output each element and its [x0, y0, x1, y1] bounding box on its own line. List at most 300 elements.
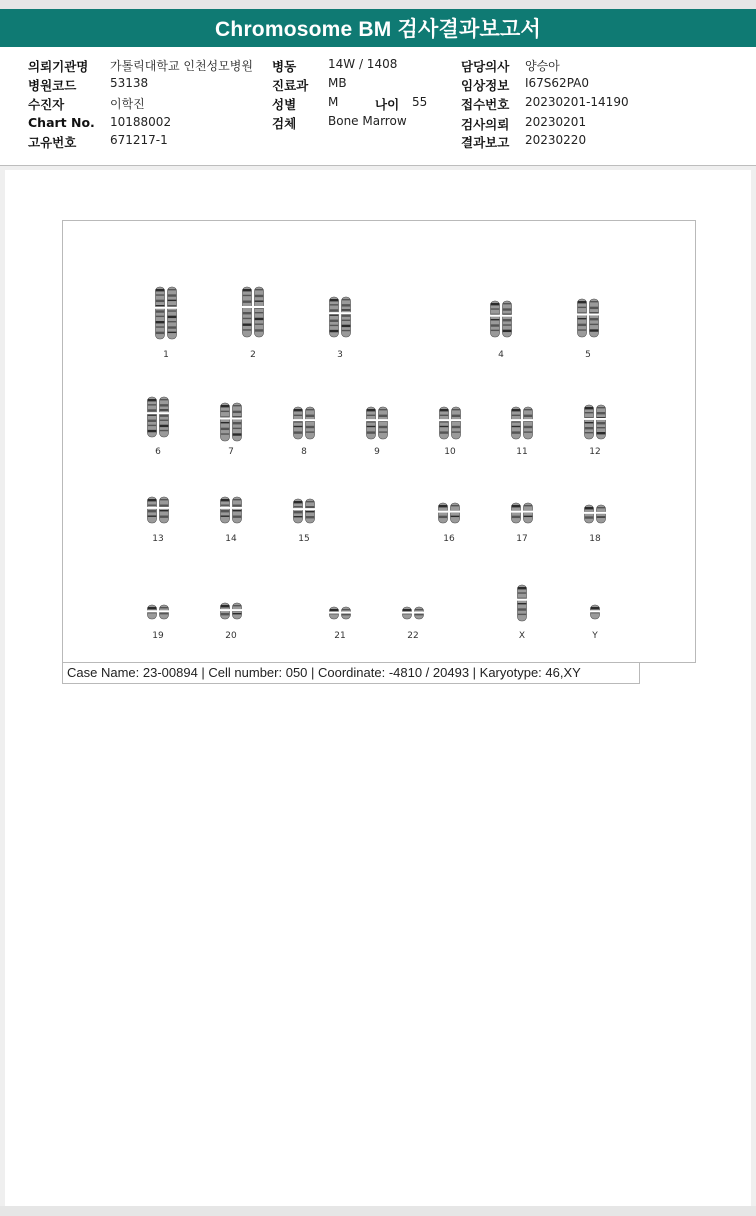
- chromosome-band: [233, 422, 242, 424]
- chromosome-band: [243, 318, 252, 319]
- chromosome-band: [330, 309, 339, 311]
- chromosome-band: [367, 426, 376, 427]
- chromosome-band: [294, 506, 303, 507]
- chromosome-band: [221, 499, 230, 501]
- chromosome-band: [233, 605, 242, 606]
- chromosome-pair-3: [329, 297, 351, 360]
- top-strip: [0, 0, 756, 9]
- chromosome-band: [148, 399, 157, 401]
- chromosome-band: [255, 318, 264, 320]
- chromosome-band: [160, 409, 169, 410]
- chromosome-pair-9: [366, 407, 388, 457]
- chromosome-band: [503, 303, 512, 304]
- centromere: [305, 419, 315, 421]
- centromere: [220, 609, 230, 611]
- chromosome-band: [415, 609, 424, 610]
- chromosome-band: [243, 295, 252, 296]
- chromosome-band: [342, 330, 351, 331]
- chromosome-label: 9: [374, 447, 380, 457]
- chromosome-pair-20: [220, 603, 242, 641]
- chromosome-band: [518, 603, 527, 604]
- chromosome-band: [243, 329, 252, 330]
- chromosome-band: [342, 304, 351, 306]
- chromosome-band: [160, 505, 169, 507]
- chromosome-pair-14: [220, 497, 242, 544]
- chromosome-label: 7: [228, 447, 234, 457]
- chromosome-band: [578, 318, 587, 319]
- chromosome-band: [452, 415, 461, 417]
- chromosome-band: [148, 404, 157, 405]
- chromosome-band: [294, 516, 303, 517]
- centromere: [511, 419, 521, 421]
- chromosome-band: [306, 506, 315, 508]
- chromosome-band: [294, 501, 303, 503]
- chromosome-band: [243, 301, 252, 303]
- info-value: 14W / 1408: [328, 57, 398, 71]
- chromosome-band: [330, 320, 339, 322]
- chromosome-band: [518, 587, 527, 589]
- centromere: [147, 412, 157, 414]
- chromosome-band: [221, 422, 230, 423]
- chromosome-band: [221, 613, 230, 615]
- chromosome-band: [233, 505, 242, 507]
- chromosome-band: [578, 329, 587, 330]
- chromosome-label: 19: [152, 631, 164, 641]
- info-value: 53138: [110, 76, 149, 90]
- chromosome-band: [160, 499, 169, 500]
- chromosome-pair-5: [577, 299, 599, 360]
- chromosome-pair-11: [511, 407, 533, 457]
- chromosome-band: [379, 415, 388, 417]
- chromosome-label: 4: [498, 350, 504, 360]
- chromosome-band: [160, 516, 169, 518]
- chromosome-band: [342, 314, 351, 316]
- chromosome-band: [221, 510, 230, 512]
- chromosome-band: [578, 324, 587, 326]
- chromosome-band: [597, 432, 606, 434]
- centromere: [584, 418, 594, 420]
- chromosome-band: [221, 411, 230, 412]
- chromosome-band: [255, 301, 264, 302]
- karyotype-caption: Case Name: 23-00894 | Cell number: 050 | Coordinate: -4810 / 20493 | Karyotype: 46,XY: [62, 662, 640, 684]
- chromosome-label: Y: [592, 631, 598, 641]
- info-label: 임상정보: [461, 78, 510, 93]
- chromosome-band: [491, 324, 500, 326]
- centromere: [439, 419, 449, 421]
- chromosome-band: [160, 425, 169, 427]
- bottom-strip: [0, 1206, 756, 1216]
- info-label: 결과보고: [461, 135, 510, 150]
- chromosome-band: [379, 409, 388, 410]
- chromosome-band: [491, 330, 500, 331]
- chromosome-band: [518, 608, 527, 610]
- age-value: 55: [412, 95, 428, 109]
- chromosome-band: [160, 612, 169, 614]
- centromere: [596, 512, 606, 514]
- centromere: [523, 511, 533, 513]
- chromosome-band: [440, 426, 449, 427]
- info-label: 수진자: [28, 97, 65, 112]
- chromosome-band: [585, 507, 594, 509]
- chromosome-band: [255, 295, 264, 297]
- centromere: [329, 312, 339, 314]
- chromosome-band: [503, 308, 512, 310]
- chromosome-pair-16: [438, 503, 460, 544]
- chromosome-label: 5: [585, 350, 591, 360]
- centromere: [589, 313, 599, 315]
- chromosome-band: [294, 415, 303, 416]
- chromosome-band: [156, 294, 165, 295]
- chromosome-label: 1: [163, 350, 169, 360]
- chromosome-pair-Y: [590, 605, 600, 641]
- chromosome-band: [585, 516, 594, 518]
- chromosome: [379, 407, 388, 439]
- chromosome-band: [306, 409, 315, 410]
- chromosome-band: [306, 501, 315, 502]
- chromosome-band: [160, 399, 169, 400]
- chromosome-band: [578, 307, 587, 308]
- chromosome-band: [491, 319, 500, 320]
- chromosome-band: [233, 499, 242, 500]
- chromosome-band: [294, 431, 303, 433]
- chromosome-band: [148, 425, 157, 426]
- chromosome-band: [233, 405, 242, 406]
- chromosome-band: [524, 415, 533, 417]
- chromosome-band: [221, 433, 230, 434]
- chromosome-band: [503, 330, 512, 332]
- info-label: 진료과: [272, 78, 309, 93]
- chromosome-band: [342, 309, 351, 310]
- chromosome-pair-1: [155, 287, 177, 360]
- chromosome-band: [148, 430, 157, 432]
- centromere: [451, 419, 461, 421]
- info-value: 20230201-14190: [525, 95, 629, 109]
- chromosome-band: [306, 516, 315, 518]
- info-label: 담당의사: [461, 59, 510, 74]
- chromosome-label: 2: [250, 350, 256, 360]
- centromere: [511, 511, 521, 513]
- chromosome-label: 16: [443, 534, 455, 544]
- chromosome-label: 14: [225, 534, 237, 544]
- centromere: [584, 512, 594, 514]
- chromosome-band: [243, 312, 252, 314]
- info-value: 671217-1: [110, 133, 168, 147]
- chromosome-band: [342, 325, 351, 327]
- chromosome-band: [524, 409, 533, 410]
- chromosome-band: [330, 314, 339, 315]
- centromere: [378, 419, 388, 421]
- chromosome-band: [330, 325, 339, 326]
- chromosome-band: [367, 415, 376, 416]
- chromosome-band: [156, 332, 165, 334]
- chromosome-band: [330, 609, 339, 611]
- centromere: [490, 315, 500, 317]
- chromosome-band: [168, 310, 177, 311]
- chromosome-band: [160, 430, 169, 431]
- chromosome-band: [168, 326, 177, 328]
- centromere: [232, 417, 242, 419]
- chromosome-band: [440, 431, 449, 433]
- chromosome-label: 8: [301, 447, 307, 457]
- chromosome-band: [342, 609, 351, 610]
- chromosome-band: [403, 609, 412, 611]
- info-label: 병동: [272, 59, 297, 74]
- chromosome-band: [524, 516, 533, 517]
- chromosome-band: [168, 294, 177, 296]
- info-value: 양승아: [525, 59, 560, 73]
- chromosome-band: [306, 431, 315, 432]
- info-value: Bone Marrow: [328, 114, 407, 128]
- chromosome-band: [233, 411, 242, 413]
- centromere: [159, 610, 169, 612]
- chromosome-band: [597, 412, 606, 414]
- centromere: [220, 417, 230, 419]
- chromosome-band: [160, 404, 169, 406]
- chromosome-band: [156, 310, 165, 312]
- chromosome-band: [156, 305, 165, 306]
- info-label: Chart No.: [28, 115, 95, 130]
- chromosome-band: [452, 409, 461, 410]
- chromosome-band: [512, 431, 521, 433]
- chromosome-band: [342, 320, 351, 321]
- centromere: [232, 609, 242, 611]
- chromosome-band: [148, 516, 157, 517]
- chromosome-band: [585, 432, 594, 433]
- chromosome-band: [255, 324, 264, 325]
- chromosome-label: 22: [407, 631, 419, 641]
- info-value: M: [328, 95, 339, 109]
- chromosome-label: 21: [334, 631, 346, 641]
- chromosome-band: [148, 607, 157, 609]
- chromosome-band: [518, 614, 527, 615]
- chromosome-band: [591, 607, 600, 609]
- chromosome-band: [160, 510, 169, 511]
- centromere: [596, 418, 606, 420]
- chromosome-label: 20: [225, 631, 237, 641]
- centromere: [577, 313, 587, 315]
- chromosome-band: [221, 516, 230, 517]
- chromosome-band: [379, 426, 388, 428]
- chromosome-band: [221, 405, 230, 407]
- chromosome-band: [491, 303, 500, 305]
- chromosome-pair-17: [511, 503, 533, 544]
- centromere: [147, 507, 157, 509]
- patient-info-block: [0, 47, 756, 166]
- chromosome-band: [512, 415, 521, 416]
- chromosome-band: [440, 409, 449, 411]
- centromere: [155, 307, 165, 309]
- chromosome-band: [233, 433, 242, 435]
- chromosome-band: [439, 505, 448, 507]
- centromere: [159, 507, 169, 509]
- chromosome-band: [503, 324, 512, 325]
- chromosome-band: [148, 510, 157, 512]
- chromosome-band: [451, 505, 460, 506]
- chromosome-pair-15: [293, 499, 315, 544]
- chromosome-band: [233, 510, 242, 511]
- chromosome-pair-13: [147, 497, 169, 544]
- info-value: 20230220: [525, 133, 587, 147]
- chromosome-band: [233, 516, 242, 518]
- chromosome-label: 13: [152, 534, 164, 544]
- chromosome-band: [243, 324, 252, 326]
- chromosome-band: [156, 300, 165, 302]
- chromosome: [512, 407, 521, 439]
- chromosome-band: [294, 426, 303, 427]
- centromere: [450, 511, 460, 513]
- chromosome-band: [221, 505, 230, 506]
- chromosome-band: [440, 415, 449, 416]
- chromosome-pair-12: [584, 405, 606, 457]
- chromosome-band: [294, 409, 303, 411]
- chromosome-label: 15: [298, 534, 310, 544]
- centromere: [220, 507, 230, 509]
- chromosome-band: [148, 409, 157, 411]
- chromosome-band: [512, 516, 521, 518]
- chromosome-label: 11: [516, 447, 528, 457]
- chromosome-band: [168, 321, 177, 322]
- chromosome-band: [585, 412, 594, 413]
- info-value: MB: [328, 76, 347, 90]
- chromosome-band: [512, 505, 521, 507]
- age-label: 나이: [375, 97, 400, 112]
- chromosome-pair-6: [147, 397, 169, 457]
- chromosome-band: [233, 428, 242, 429]
- chromosome-band: [524, 426, 533, 428]
- chromosome-band: [243, 289, 252, 291]
- chromosome-band: [590, 318, 599, 320]
- info-label: 성별: [272, 97, 297, 112]
- chromosome-band: [330, 330, 339, 332]
- chromosome-band: [342, 299, 351, 300]
- chromosome-band: [590, 301, 599, 302]
- chromosome-band: [160, 414, 169, 416]
- chromosome-band: [452, 431, 461, 432]
- chromosome-band: [585, 422, 594, 423]
- chromosome-pair-7: [220, 403, 242, 457]
- chromosome-label: 10: [444, 447, 456, 457]
- chromosome-band: [590, 324, 599, 325]
- centromere: [293, 419, 303, 421]
- centromere: [502, 315, 512, 317]
- info-label: 고유번호: [28, 135, 77, 150]
- chromosome: [440, 407, 449, 439]
- chromosome-band: [168, 332, 177, 333]
- chromosome-pair-22: [402, 607, 424, 641]
- info-label: 검사의뢰: [461, 117, 510, 132]
- chromosome-band: [156, 326, 165, 327]
- chromosome-pair-X: [517, 585, 527, 641]
- info-label: 검체: [272, 116, 297, 131]
- chromosome-label: 12: [589, 447, 601, 457]
- chromosome-band: [597, 422, 606, 424]
- centromere: [590, 610, 600, 612]
- centromere: [402, 612, 412, 614]
- chromosome-band: [585, 407, 594, 409]
- chromosome-band: [585, 427, 594, 429]
- chromosome-band: [452, 426, 461, 428]
- info-value: 이학진: [110, 97, 145, 111]
- centromere: [242, 306, 252, 308]
- centromere: [329, 612, 339, 614]
- chromosome-band: [512, 426, 521, 427]
- chromosome-band: [148, 414, 157, 415]
- centromere: [414, 612, 424, 614]
- chromosome-band: [367, 431, 376, 433]
- chromosome-band: [168, 289, 177, 290]
- info-value: I67S62PA0: [525, 76, 590, 90]
- centromere: [341, 612, 351, 614]
- chromosome-band: [491, 308, 500, 309]
- centromere: [293, 508, 303, 510]
- chromosome-band: [148, 499, 157, 501]
- chromosome-band: [597, 516, 606, 517]
- chromosome-band: [255, 329, 264, 331]
- chromosome: [294, 407, 303, 439]
- chromosome-pair-18: [584, 505, 606, 544]
- chromosome-band: [524, 431, 533, 432]
- chromosome-band: [306, 511, 315, 512]
- chromosome-band: [168, 300, 177, 301]
- info-value: 20230201: [525, 115, 587, 129]
- chromosome-band: [503, 319, 512, 321]
- chromosome-band: [160, 607, 169, 608]
- chromosome-pair-2: [242, 287, 264, 360]
- chromosome-band: [451, 516, 460, 517]
- chromosome-band: [597, 407, 606, 408]
- chromosome-band: [330, 299, 339, 301]
- chromosome-pair-8: [293, 407, 315, 457]
- chromosome-band: [379, 431, 388, 432]
- chromosome-band: [221, 605, 230, 607]
- karyogram-svg: [63, 221, 695, 662]
- chromosome-band: [255, 312, 264, 313]
- karyogram-image: [62, 220, 696, 663]
- centromere: [159, 412, 169, 414]
- chromosome: [524, 407, 533, 439]
- chromosome-band: [330, 304, 339, 305]
- info-label: 병원코드: [28, 78, 77, 93]
- chromosome-band: [306, 426, 315, 428]
- centromere: [305, 508, 315, 510]
- chromosome-label: 17: [516, 534, 528, 544]
- centromere: [517, 599, 527, 601]
- chromosome-pair-4: [490, 301, 512, 360]
- centromere: [254, 306, 264, 308]
- chromosome-band: [367, 409, 376, 411]
- chromosome-band: [255, 289, 264, 290]
- chromosome-band: [512, 409, 521, 411]
- chromosome-band: [518, 592, 527, 593]
- chromosome-band: [578, 301, 587, 303]
- centromere: [523, 419, 533, 421]
- chromosome-band: [148, 420, 157, 422]
- chromosome-band: [294, 511, 303, 513]
- report-title: Chromosome BM 검사결과보고서: [0, 9, 756, 47]
- chromosome-band: [148, 505, 157, 506]
- chromosome-band: [439, 516, 448, 518]
- info-value: 10188002: [110, 115, 172, 129]
- chromosome-band: [156, 289, 165, 291]
- chromosome: [452, 407, 461, 439]
- info-label: 의뢰기관명: [28, 59, 89, 74]
- chromosome-band: [168, 316, 177, 318]
- chromosome-band: [306, 415, 315, 417]
- chromosome-band: [156, 321, 165, 323]
- chromosome-band: [233, 613, 242, 614]
- centromere: [438, 511, 448, 513]
- chromosome-band: [590, 329, 599, 331]
